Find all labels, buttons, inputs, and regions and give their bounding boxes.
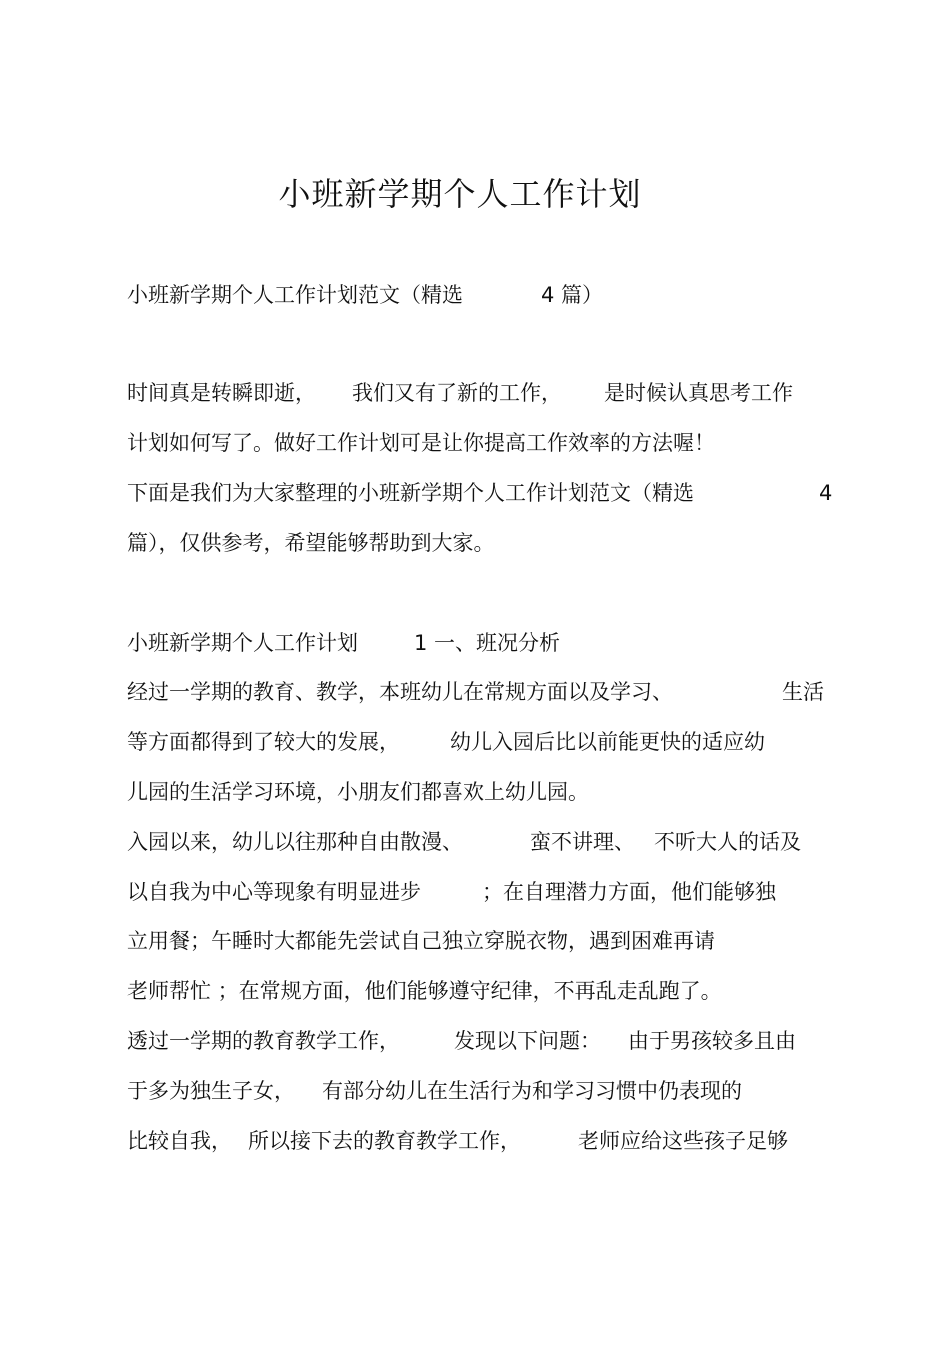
- text-segment: 儿园的生活学习环境，小朋友们都喜欢上幼儿园。: [127, 780, 589, 804]
- text-segment: 透过一学期的教育教学工作，: [127, 1029, 400, 1053]
- text-segment: 老师帮忙 ；在常规方面，他们能够遵守纪律，不再乱走乱跑了。: [127, 979, 722, 1003]
- text-segment: 等方面都得到了较大的发展，: [127, 730, 400, 754]
- text-line: [127, 1023, 847, 1059]
- text-line: [127, 874, 847, 910]
- text-segment: 比较自我，: [127, 1129, 232, 1153]
- text-segment: 立用餐；午睡时大都能先尝试自己独立穿脱衣物，遇到困难再请: [127, 929, 715, 953]
- text-segment: 蛮不讲理、: [530, 830, 635, 854]
- text-segment: 是时候认真思考工作: [604, 381, 793, 405]
- text-segment: 4: [819, 481, 833, 505]
- text-segment: 入园以来，幼儿以往那种自由散漫、: [127, 830, 463, 854]
- text-segment: 篇），仅供参考，希望能够帮助到大家。: [127, 531, 495, 555]
- text-segment: ；在自理潜力方面，他们能够独: [482, 880, 776, 904]
- text-line: [127, 1123, 847, 1159]
- document-title: 小班新学期个人工作计划: [278, 175, 642, 213]
- text-segment: 生活: [782, 680, 824, 704]
- text-segment: 老师应给这些孩子足够: [578, 1129, 788, 1153]
- text-segment: 于多为独生子女，: [127, 1079, 295, 1103]
- text-line: [127, 475, 847, 511]
- text-segment: 以自我为中心等现象有明显进步: [127, 880, 421, 904]
- text-line: [127, 824, 847, 860]
- text-segment: 发现以下问题：: [454, 1029, 601, 1053]
- text-segment: 下面是我们为大家整理的小班新学期个人工作计划范文（精选: [127, 481, 694, 505]
- text-segment: 小班新学期个人工作计划: [127, 631, 358, 655]
- text-segment: 经过一学期的教育、教学，本班幼儿在常规方面以及学习、: [127, 680, 673, 704]
- text-segment: 有部分幼儿在生活行为和学习习惯中仍表现的: [322, 1079, 742, 1103]
- text-line: [127, 425, 847, 461]
- text-segment: 幼儿入园后比以前能更快的适应幼: [450, 730, 765, 754]
- text-segment: 时间真是转瞬即逝，: [127, 381, 316, 405]
- text-segment: 计划如何写了。做好工作计划可是让你提高工作效率的方法喔！: [127, 431, 715, 455]
- text-segment: 1 一、班况分析: [414, 631, 561, 655]
- subtitle-line: [127, 277, 827, 313]
- text-line: [127, 674, 847, 710]
- text-line: [127, 973, 847, 1009]
- text-line: [127, 525, 847, 561]
- text-segment: 4 篇）: [541, 283, 604, 307]
- text-segment: 小班新学期个人工作计划范文（精选: [127, 283, 463, 307]
- text-line: [127, 375, 847, 411]
- section-heading: [127, 625, 847, 661]
- text-segment: 不听大人的话及: [654, 830, 801, 854]
- text-segment: 所以接下去的教育教学工作，: [248, 1129, 521, 1153]
- text-segment: 由于男孩较多且由: [628, 1029, 796, 1053]
- text-segment: 我们又有了新的工作，: [352, 381, 562, 405]
- text-line: [127, 724, 847, 760]
- text-line: [127, 1073, 847, 1109]
- text-line: [127, 774, 847, 810]
- text-line: [127, 923, 847, 959]
